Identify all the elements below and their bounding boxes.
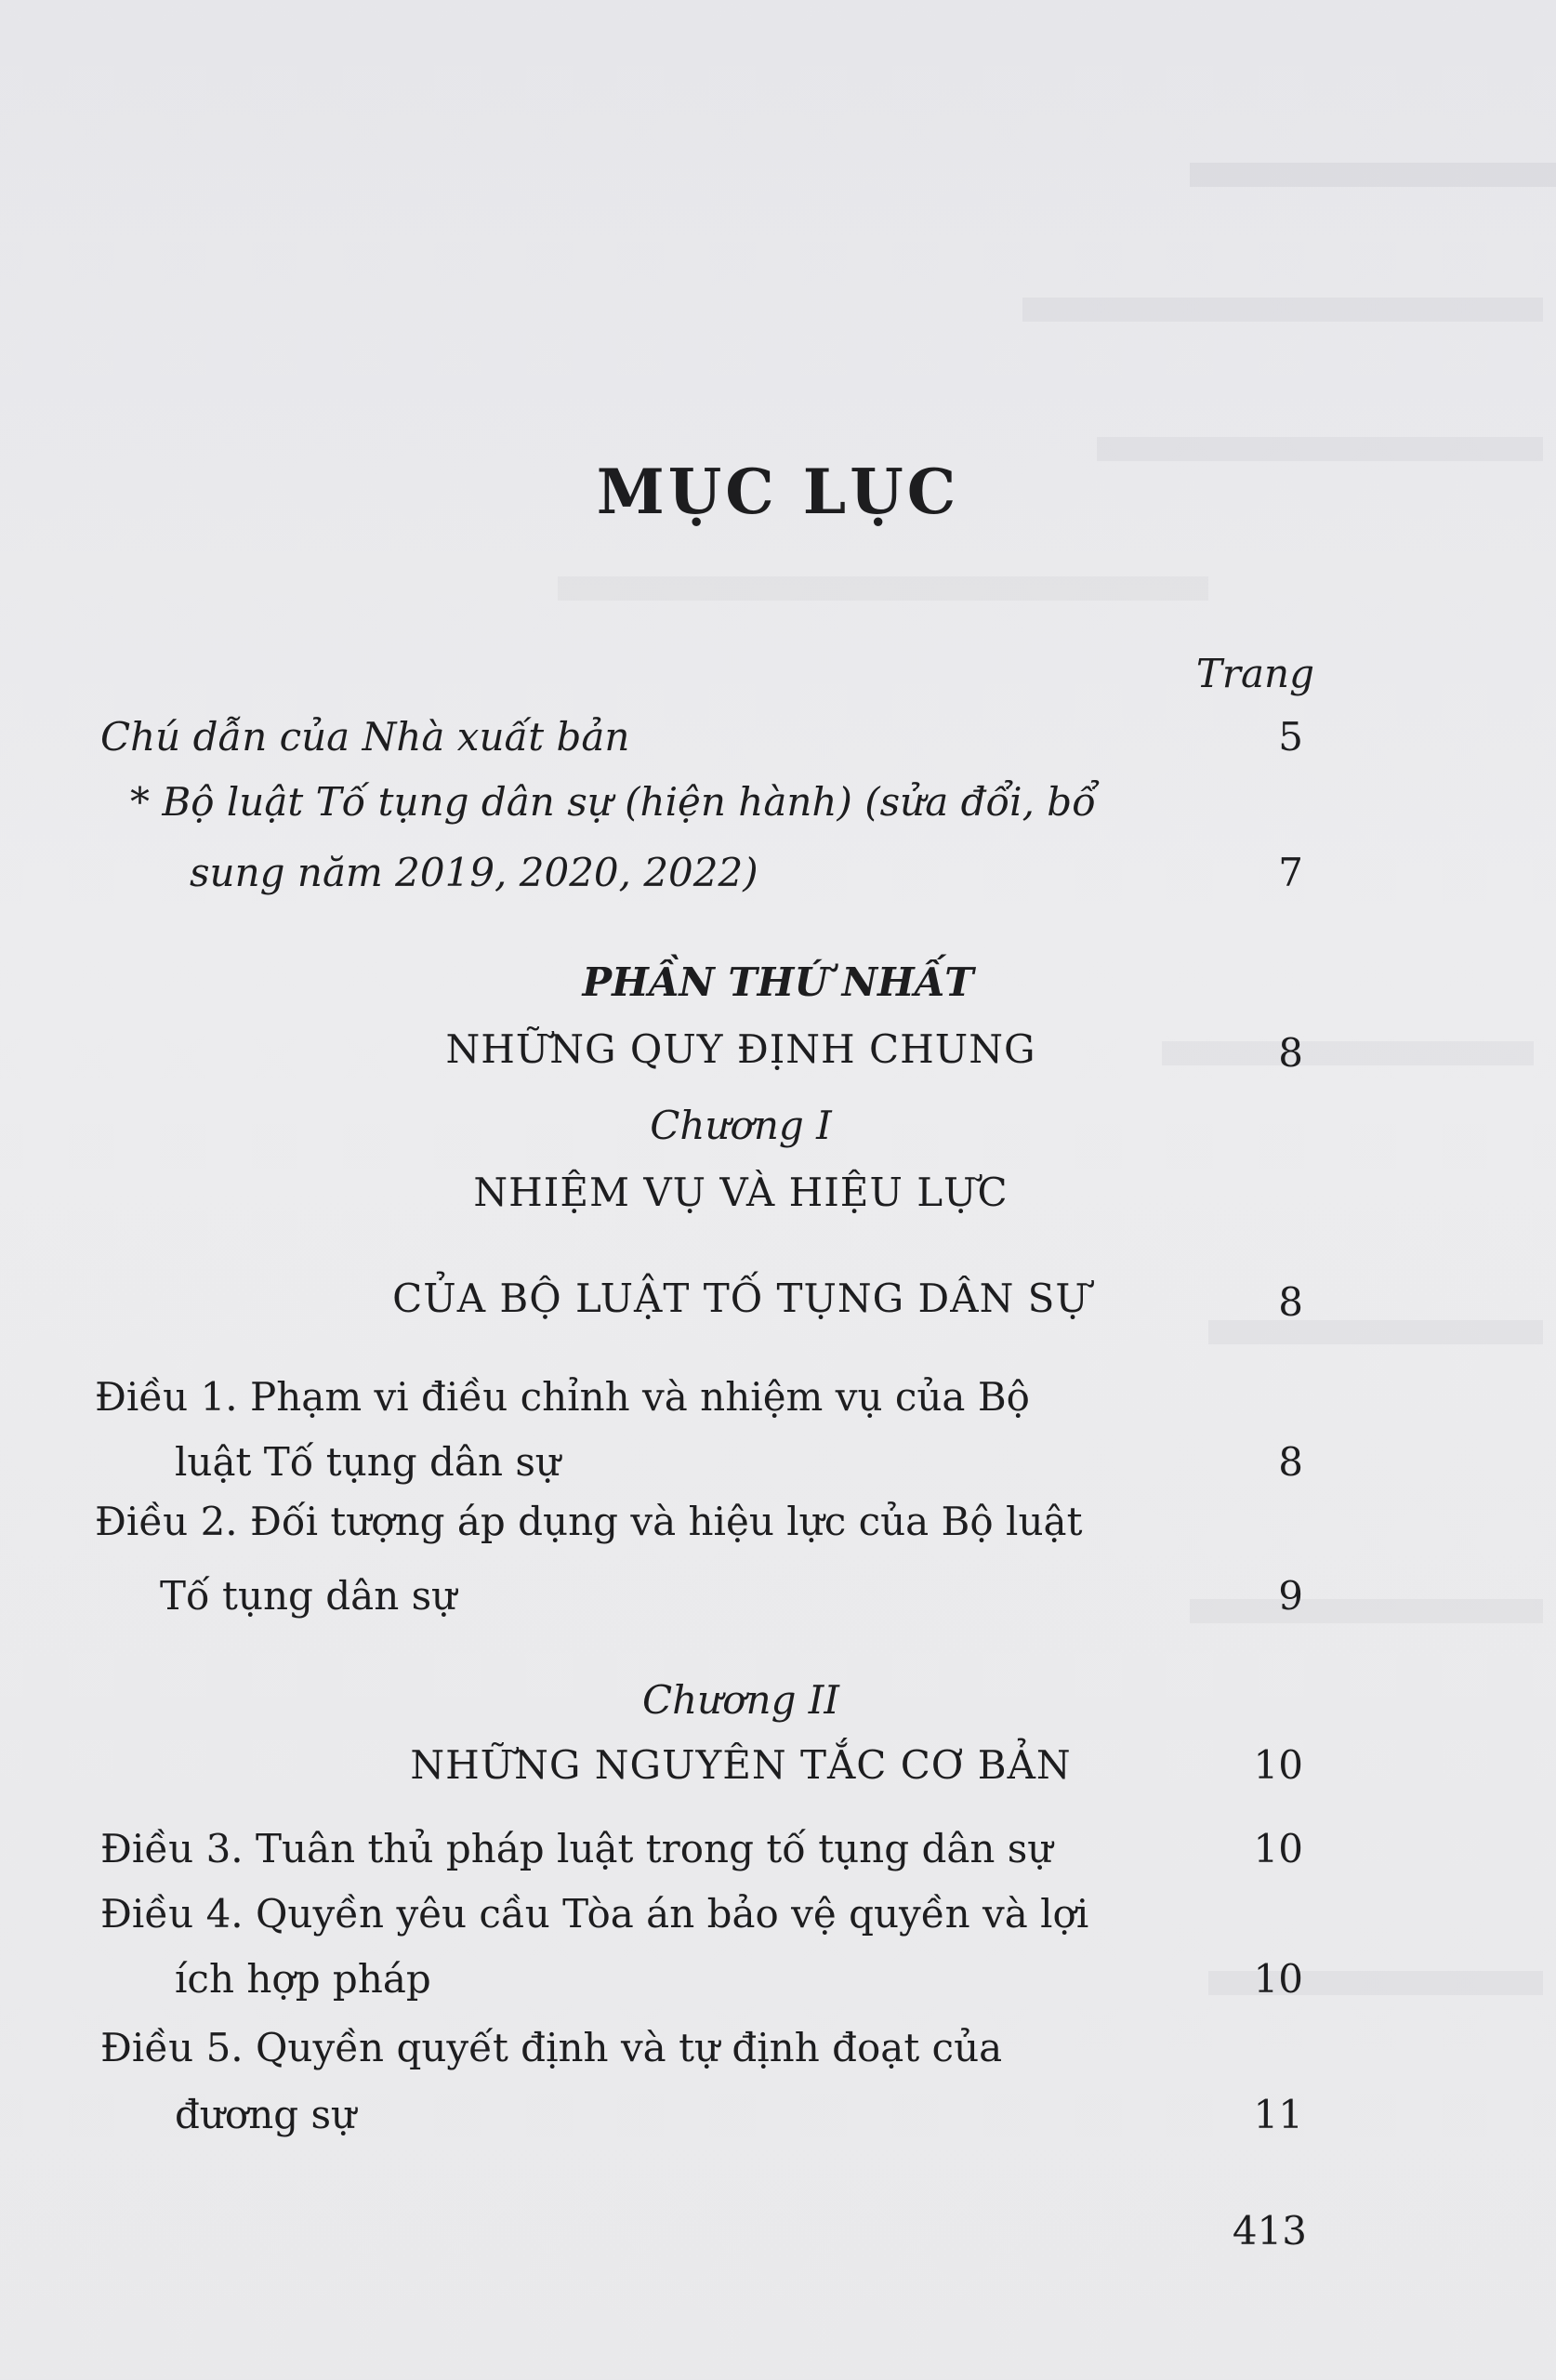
toc-page-number: 9 [1278, 1573, 1303, 1619]
toc-entry-code-line1: * Bộ luật Tố tụng dân sự (hiện hành) (sửa đổi, bổ [130, 779, 1096, 825]
toc-entry-article-1-line1: Điều 1. Phạm vi điều chỉnh và nhiệm vụ của Bộ [95, 1374, 1030, 1420]
toc-chapter-title-line1: NHỮNG NGUYÊN TẮC CƠ BẢN [410, 1742, 1072, 1788]
toc-entry-article-2-line1: Điều 2. Đối tượng áp dụng và hiệu lực của Bộ luật [95, 1499, 1083, 1544]
toc-entry-article-5-line1: Điều 5. Quyền quyết định và tự định đoạt của [100, 2025, 1003, 2070]
toc-entry-article-4-line1: Điều 4. Quyền yêu cầu Tòa án bảo vệ quyền và lợi [100, 1891, 1089, 1937]
toc-page-number: 8 [1278, 1279, 1303, 1325]
toc-page-number: 10 [1253, 1826, 1303, 1871]
toc-entry-article-1-line2: luật Tố tụng dân sự [175, 1439, 560, 1485]
toc-chapter-heading: Chương II [642, 1677, 839, 1723]
page-column-header: Trang [1195, 651, 1314, 696]
toc-part-title: NHỮNG QUY ĐỊNH CHUNG [445, 1026, 1036, 1072]
toc-part-heading: PHẦN THỨ NHẤT [582, 959, 974, 1005]
page-folio-number: 413 [1232, 2208, 1307, 2254]
toc-chapter-title-line1: NHIỆM VỤ VÀ HIỆU LỰC [473, 1170, 1009, 1215]
toc-entry-code-line2: sung năm 2019, 2020, 2022) [190, 850, 758, 895]
toc-page-number: 11 [1253, 2092, 1303, 2137]
toc-entry-article-4-line2: ích hợp pháp [175, 1956, 431, 2002]
toc-page-number: 8 [1278, 1439, 1303, 1485]
toc-entry-article-2-line2: Tố tụng dân sự [160, 1573, 457, 1619]
toc-page-number: 10 [1253, 1956, 1303, 2002]
toc-chapter-title-line2: CỦA BỘ LUẬT TỐ TỤNG DÂN SỰ [392, 1276, 1089, 1321]
toc-chapter-heading: Chương I [650, 1103, 832, 1148]
toc-page-number: 10 [1253, 1742, 1303, 1788]
page-title: MỤC LỤC [596, 456, 960, 528]
toc-entry-article-5-line2: đương sự [175, 2092, 357, 2137]
toc-page-number: 5 [1278, 714, 1303, 760]
toc-page-number: 7 [1278, 850, 1303, 895]
toc-entry-article-3: Điều 3. Tuân thủ pháp luật trong tố tụng dân sự [100, 1826, 1053, 1871]
toc-entry-publisher-note: Chú dẫn của Nhà xuất bản [100, 714, 630, 760]
toc-page-number: 8 [1278, 1030, 1303, 1076]
